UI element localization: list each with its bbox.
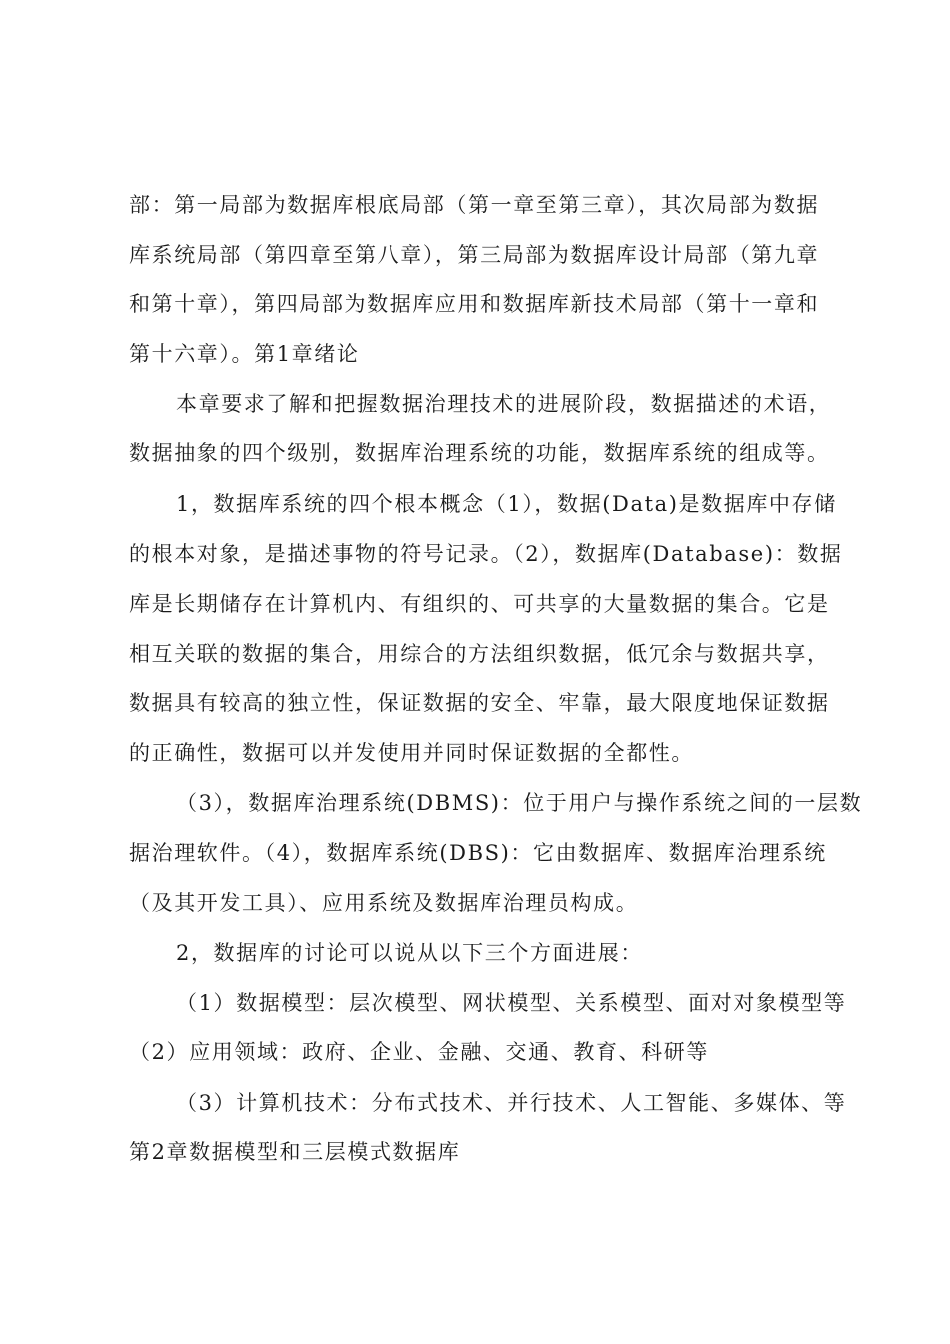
text-line: 库是长期储存在计算机内、有组织的、可共享的大量数据的集合。它是 xyxy=(129,592,830,616)
text-line: 本章要求了解和把握数据治理技术的进展阶段，数据描述的术语， xyxy=(176,392,832,416)
text-line: （3），数据库治理系统(DBMS)：位于用户与操作系统之间的一层数 xyxy=(176,791,863,815)
text-line: 据治理软件。（4），数据库系统(DBS)：它由数据库、数据库治理系统 xyxy=(129,841,827,865)
text-line: 数据具有较高的独立性，保证数据的安全、牢靠，最大限度地保证数据 xyxy=(129,691,830,715)
text-line: 第2章数据模型和三层模式数据库 xyxy=(129,1140,461,1164)
text-line: （2）应用领域：政府、企业、金融、交通、教育、科研等 xyxy=(129,1040,709,1064)
text-line: 相互关联的数据的集合，用综合的方法组织数据，低冗余与数据共享， xyxy=(129,642,830,666)
text-line: 1，数据库系统的四个根本概念（1），数据(Data)是数据库中存储 xyxy=(176,492,837,516)
text-line: 库系统局部（第四章至第八章），第三局部为数据库设计局部（第九章 xyxy=(129,243,820,267)
text-line: 第十六章）。第1章绪论 xyxy=(129,342,360,366)
text-line: （1）数据模型：层次模型、网状模型、关系模型、面对对象模型等 xyxy=(176,991,847,1015)
text-line: 和第十章），第四局部为数据库应用和数据库新技术局部（第十一章和 xyxy=(129,292,820,316)
text-line: （3）计算机技术：分布式技术、并行技术、人工智能、多媒体、等 xyxy=(176,1091,847,1115)
text-line: 的正确性，数据可以并发使用并同时保证数据的全都性。 xyxy=(129,741,694,765)
text-line: （及其开发工具）、应用系统及数据库治理员构成。 xyxy=(129,891,639,915)
text-line: 数据抽象的四个级别，数据库治理系统的功能，数据库系统的组成等。 xyxy=(129,441,830,465)
text-line: 的根本对象，是描述事物的符号记录。（2），数据库(Database)：数据 xyxy=(129,542,843,566)
text-line: 2，数据库的讨论可以说从以下三个方面进展： xyxy=(176,941,643,965)
text-line: 部：第一局部为数据库根底局部（第一章至第三章），其次局部为数据 xyxy=(129,193,820,217)
